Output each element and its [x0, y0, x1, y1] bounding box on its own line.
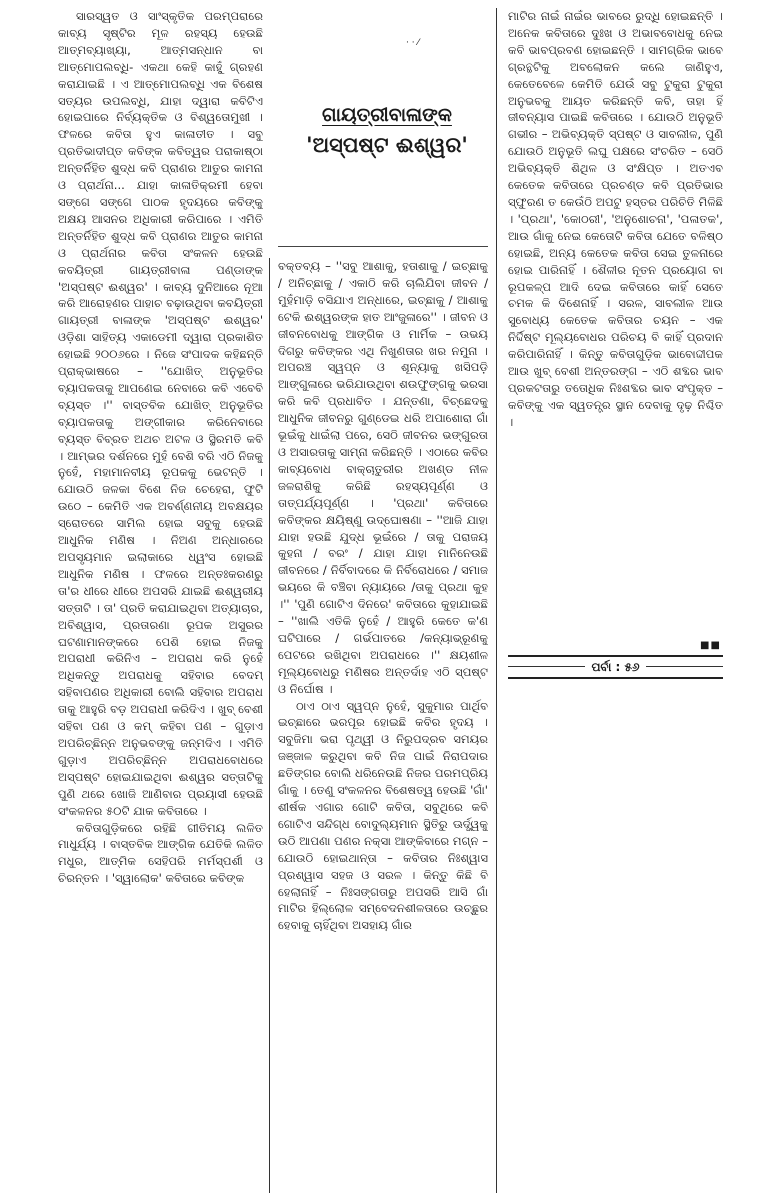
- paragraph: କବିତାଗୁଡ଼ିକରେ ରହିଛି ଗୀତିମୟ ଲଳିତ ମାଧୁର୍ଯ୍ୟ । ବାସ୍ତବିକ ଆଙ୍ଗିକ ଯେତିକି ଲଳିତ ମଧୁର, ଆତ୍ମିକ ସେହିପରି ମର୍ମସ୍ପର୍ଶୀ ଓ ଚିରନ୍ତନ । 'ସ୍ୱାଲୋକ' କବିତାରେ କବିଙ୍କ: [58, 820, 263, 886]
- headline-line-1: ଗାୟତ୍ରୀବାଳାଙ୍କ: [322, 104, 452, 126]
- headline-rule-top: [278, 246, 488, 247]
- body-column-3: [508, 8, 723, 648]
- paragraph: ମାଟିର ନାଇଁ ନାଇଁର ଭାବରେ ରୁଦ୍ଧି ହୋଇଛନ୍ତି । ଅନେକ କବିତାରେ ଦୁଃଖ ଓ ଅଭାବବୋଧକୁ ନେଇ କବି ଭାବପ୍ରବଣ ହୋଇଛନ୍ତି । ସାମଗ୍ରିକ ଭାବେ ଗ୍ରନ୍ଥଟିକୁ ଅବଲୋକନ କଲେ ଜାଣିହୁଏ, କେତେବେଳେ କେମିତି ଯେଉଁ ସବୁ ଟୁକୁରା ଟୁକୁରା ଅନୁଭବକୁ ଆୟତ କରିଛନ୍ତି କବି, ତାହା ହିଁ ଜୀବନ୍ୟାସ ପାଇଛି କବିତାରେ । ଯୋଉଠି ଅନୁଭୂତି ଗଭୀର – ଅଭିବ୍ୟକ୍ତି ସ୍ପଷ୍ଟ ଓ ସାବଲୀଳ, ପୁଣି ଯୋଉଠି ଅନୁଭୂତି ଲଘୁ ପକ୍ଷରେ ସଂଚରିତ – ସେଠି ଅଭିବ୍ୟକ୍ତି ଶିଥିଳ ଓ ସଂକ୍ଷିପ୍ତ । ଅତଏବ କେତେକ କବିତାରେ ପ୍ରଚଣ୍ଡ କବି ପ୍ରତିଭାର ସ୍ଫୁରଣ ତ କେଉଁଠି ଅପଟୁ ହସ୍ତର ପରିଚିତି ମିଳିଛି । 'ପ୍ରଥା', 'କୋଠରୀ', 'ଅନୁଶୋଚନା', 'ପଳାତକ', ଆଉ ଗାଁକୁ ନେଇ କେତୋଟି କବିତା ଯେତେ ବଳିଷ୍ଠ ହୋଇଛି, ଅନ୍ୟ କେତେକ କବିତା ସେଇ ତୁଳନାରେ ହୋଇ ପାରିନାହିଁ । ଶୈଳୀର ନୂତନ ପ୍ରୟୋଗ ବା ରୂପକଳ୍ପ ଆଦି ଦେଇ କବିତାରେ କାହିଁ ସେତେ ଚମକ କି ଦିଶେନାହିଁ । ସରଳ, ସାବଲୀଳ ଆଉ ସୁବୋଧ୍ୟ କେତେକ କବିତାର ଚୟନ – ଏକ ନିର୍ଦ୍ଦିଷ୍ଟ ମୂଲ୍ୟବୋଧର ପରିଚୟ ବି କାହିଁ ପ୍ରଦାନ କରିପାରିନାହିଁ । କିନ୍ତୁ କବିତାଗୁଡ଼ିକ ଭାବୋଦ୍ଦୀପକ ଆଉ ଖୁବ୍ ବେଶୀ ଅନ୍ତରଙ୍ଗ – ଏଠି ଶବ୍ଦର ଭାବ ପ୍ରକଟତାରୁ ତତୋଧିକ ନିଃଶବ୍ଦର ଭାବ ସଂପୃକ୍ତ – କବିଙ୍କୁ ଏକ ସ୍ୱତନ୍ତ୍ର ସ୍ଥାନ ଦେବାକୁ ଦୃଢ଼ ନିଶ୍ଚିତ ।: [508, 9, 723, 429]
- column-divider-left: [269, 258, 270, 1193]
- body-column-1: [58, 8, 263, 1193]
- page-number: ପର୍ବା : ୫୬: [585, 660, 645, 674]
- body-column-2: [278, 258, 488, 1193]
- headline: [292, 100, 482, 160]
- end-mark: ■■: [700, 640, 721, 651]
- paragraph: ଠାଏ ଠାଏ ସ୍ୱପ୍ନ ନୁହେଁ, ସୁକୁମାର ପାର୍ଥିବ ଇଚ୍ଛାରେ ଭରପୂର ହୋଇଛି କବିର ହୃଦୟ । ସବୁଜିମା ଭରା ପୃଥ୍ୱୀ ଓ ନିରୁପଦ୍ରବ ସମୟର ଜଞ୍ଜାଳ କରୁଥିବା କବି ନିଜ ପାଇଁ ନିରାପଦାର ଛତିଙ୍ଗର ବୋଲି ଧରିନେଉଛି ନିଜର ପରମପ୍ରିୟ ଗାଁକୁ । ତେଣୁ ସଂକଳନର ବିଶେଷତ୍ୱ ହେଉଛି 'ଗାଁ' ଶୀର୍ଷକ ଏଗାର ଗୋଟି କବିତା, ସବୁଥିରେ କବି ଗୋଟିଏ ସନ୍ଦିଗ୍ଧ ବୋଦୁଲ୍ୟମାନ ସ୍ଥିତିରୁ ଊର୍ଦ୍ଧ୍ୱକୁ ଉଠି ଆପଣା ପଣର ନକ୍ସା ଆଙ୍କିବାରେ ମଗ୍ନ – ଯୋଉଠି ହୋଇଥାନ୍ତା – କବିତାର ନିଃଶ୍ୱାସ ପ୍ରଶ୍ୱାସ ସହଜ ଓ ସରଳ । କିନ୍ତୁ କିଛି ବି ହେଲାନାହିଁ – ନିଃସଙ୍ଗତାରୁ ଅପସରି ଆସି ଗାଁ ମାଟିର ହିଲ୍ଲୋଳ ସମ୍ବେଦନଶୀଳତାରେ ଉଚ୍ଛୁର ହେବାକୁ ଚାହିଁଥିବା ଅସହାୟ ଗାଁର: [278, 698, 488, 933]
- column-divider-right: [496, 8, 497, 1193]
- page-folio: [508, 655, 723, 679]
- headline-line-2: 'ଅସ୍ପଷ୍ଟ ଈଶ୍ୱର': [306, 133, 468, 157]
- paragraph: ସାରସ୍ୱତ ଓ ସାଂସ୍କୃତିକ ପରମ୍ପରାରେ କାବ୍ୟ ସୃଷ୍ଟିର ମୂଳ ରହସ୍ୟ ହେଉଛି ଆତ୍ମବ୍ୟାଖ୍ୟା, ଆତ୍ମସନ୍ଧାନ ବା ଆତ୍ମୋପଲବ୍ଧି- ଏକଥା କେହି କାହୁଁ ଗ୍ରହଣ କରାଯାଇଛି । ଏ ଆତ୍ମୋପଲବ୍ଧି ଏକ ବିଶେଷ ସତ୍ୟର ଉପଲବ୍ଧି, ଯାହା ଦ୍ୱାରା କବିଟିଏ ହୋଇପାରେ ନିର୍ବ୍ୟକ୍ତିକ ଓ ବିଶ୍ୱତୋମୁଖୀ । ଫଳରେ କବିତା ହୁଏ କାଳାତୀତ । ସବୁ ପ୍ରତିଭାଦୀପ୍ତ କବିଙ୍କ କବିତ୍ୱର ପରାକାଷ୍ଠା ଅନ୍ତର୍ନିହିତ ଶୁଦ୍ଧ କବି ପ୍ରାଣର ଆତୁର କାମନା ଓ ପ୍ରାର୍ଥନା... ଯାହା କାଳାତିକ୍ରମୀ ହେବା ସଙ୍ଗେ ସଙ୍ଗେ ପାଠକ ହୃଦୟରେ କବିଙ୍କୁ ଅକ୍ଷୟ ଆସନର ଅଧିକାରୀ କରିପାରେ । ଏମିତି ଅନ୍ତର୍ନିହିତ ଶୁଦ୍ଧ କବି ପ୍ରାଣର ଆତୁର କାମନା ଓ ପ୍ରାର୍ଥନାର କବିତା ସଂକଳନ ହେଉଛି କବୟିତ୍ରୀ ଗାୟତ୍ରୀବାଳା ପଣ୍ଡାଙ୍କ 'ଅସ୍ପଷ୍ଟ ଈଶ୍ୱର' । କାବ୍ୟ ଦୁନିଆରେ ନୂଆ କରି ଆରୋହଣର ପାହାଚ ବଢ଼ାଉଥିବା କବୟିତ୍ରୀ ଗାୟତ୍ରୀ ବାଳାଙ୍କ 'ଅସ୍ପଷ୍ଟ ଈଶ୍ୱର' ଓଡ଼ିଶା ସାହିତ୍ୟ ଏକାଡେମୀ ଦ୍ୱାରା ପ୍ରକାଶିତ ହୋଇଛି ୨୦୦୬ରେ । ନିଜେ ସଂପାଦକ କହିଛନ୍ତି ପ୍ରାକ୍‌ଭାଷରେ – ''ଯୋଖିତ୍ ଅନୁଭୂତିର ବ୍ୟାପକତାକୁ ଆପଣେଇ ନେବାରେ କବି ଏବେବି ବ୍ୟସ୍ତ ।'' ବାସ୍ତବିକ ଯୋଖିତ୍ ଅନୁଭୂତିର ବ୍ୟାପକତାକୁ ଅଙ୍ଗୀକାର କରିନେବାରେ ବ୍ୟସ୍ତ ବିବ୍ରତ ଅଥଚ ଅଟଳ ଓ ସ୍ଥିରମତି କବି । ଆମ୍ଭର ଦର୍ଶନରେ ମୁହଁ ବେଶି ବରି ଏଠି ନିଜକୁ ନୁହେଁ, ମହାମାନବୀୟ ରୂପକକୁ ଭେଟନ୍ତି । ଯୋଉଠି ଜଳକା ବିଶେ ନିଜ ଚେହେରା, ଫୁଟି ଉଠେ – କେମିତି ଏକ ଅବର୍ଣ୍ଣନୀୟ ଅବକ୍ଷୟର ସ୍ରୋତରେ ସାମିଲ ହୋଇ ସବୁକୁ ହେଉଛି ଆଧୁନିକ ମଣିଷ । ନିଅଣ ଅନ୍ଧାରରେ ଅପସୃୟମାନ ଇଲାକାରେ ଧ୍ୱଂସ ହୋଇଛି ଆଧୁନିକ ମଣିଷ । ଫଳରେ ଅନ୍ତଃକରଣରୁ ତା'ର ଧୀରେ ଧୀରେ ଅପସରି ଯାଇଛି ଈଶ୍ୱରୀୟ ସତ୍ତାଟି । ତା' ପ୍ରତି କରାଯାଇଥିବା ଅତ୍ୟାଚାର, ଅବିଶ୍ୱାସ, ପ୍ରତାରଣା ରୂପକ ଅସୁରର ଘଟଣାମାନଙ୍କରେ ପେଶି ହୋଇ ନିଜକୁ ଅପରାଧୀ କରିନିଏ – ଅପରାଧ କରି ନୁହେଁ ଅଧିକନ୍ତୁ ଅପରାଧକୁ ସହିବାର ବେଦମ୍ ସହିବାପଣର ଅଧିକାରୀ ବୋଲି ସହିବାର ଅପରାଧ ତାକୁ ଆହୁରି ବଡ଼ ଅପରାଧୀ କରିଦିଏ । ଖୁବ୍ ବେଶୀ ସହିବା ପଣ ଓ କମ୍ କହିବା ପଣ – ଗୁଡ଼ାଏ ଅପରିଚ୍ଛିନ୍ନ ଅନୁଭବଙ୍କୁ ଜନ୍ମଦିଏ । ଏମିତି ଗୁଡ଼ାଏ ଅପରିଚ୍ଛିନ୍ନ ଅପରାଧବୋଧରେ ଅସ୍ପଷ୍ଟ ହୋଇଯାଇଥିବା ଈଶ୍ୱର ସତ୍ତାଟିକୁ ପୁଣି ଥରେ ଖୋଜି ଆଣିବାର ପ୍ରୟାସୀ ହେଉଛି ସଂକଳନର ୫୦ଟି ଯାକ କବିତାରେ ।: [58, 9, 263, 818]
- paragraph: ବକ୍ତବ୍ୟ – ''ସବୁ ଆଶାକୁ, ହତାଶାକୁ / ଇଚ୍ଛାକୁ / ଅନିଚ୍ଛାକୁ / ଏକାଠି କରି ଚାଲିଯିବା ଜୀବନ / ମୁହଁମାଡ଼ି ବସିଯାଏ ଅନ୍ଧାରେ, ଇଚ୍ଛାକୁ / ଆଶାକୁ ଟେକି ଈଶ୍ୱରଙ୍କ ହାତ ଆଂଜୁଳାରେ'' । ଜୀବନ ଓ ଜୀବନବୋଧକୁ ଆଙ୍ଗିକ ଓ ମାର୍ମିକ – ଉଭୟ ଦିଗରୁ କବିଙ୍କର ଏଥି ନିଖୁଣତାର ଖର ନମୁନା । ଅପରଞ୍ଚ ସ୍ୱପ୍ନ ଓ ଶୂନ୍ୟାକୁ ଖସିପଡ଼ି ଆଙ୍ଗୁଳାରେ ଭରିଯାଉଥିବା ଶଉଫୁଙ୍ଗକୁ ଭରସା କରି କବି ପ୍ରଧାବିତ । ଯନ୍ତଣା, ବିଚ୍ଛେଦକୁ ଆଧୁନିକ ଜୀବନରୁ ଗୁଣ୍ଡେଇ ଧରି ଅପାଶୋରା ଗାଁ ଭୂଇଁକୁ ଧାଇଁଲା ପରେ, ସେଠି ଜୀବନର ଭଙ୍ଗୁରତା ଓ ଅସାରତାକୁ ସାମ୍ନା କରିଛନ୍ତି । ଏଠାରେ କବିର କାବ୍ୟବୋଧ ବାକ୍‌ଚାତୁରୀର ଅଖଣ୍ଡ ନୀଳ ଜଳରାଶିକୁ କରିଛି ରହସ୍ୟପୂର୍ଣ୍ଣ ଓ ତାତ୍ପର୍ଯ୍ୟପୂର୍ଣ୍ଣ । 'ପ୍ରଥା' କବିତାରେ କବିଙ୍କର କ୍ଷୟିଷ୍ଣୁ ଉଦ୍‌ଘୋଷଣା – ''ଆଜି ଯାହା ଯାହା ହଉଛି ଯୁଦ୍ଧ ଭୂଇଁରେ / ତାକୁ ପରାଜୟ କୁହନା / ବରଂ / ଯାହା ଯାହା ମାନିନେଉଛି ଜୀବନରେ / ନିର୍ବିବାଦରେ କି ନିର୍ବିରୋଧରେ / ସମାଜ ଭୟରେ କି ବଞ୍ଚିବା ନ୍ୟାୟରେ /ତାକୁ ପ୍ରଥା କୁହ ।'' 'ପୁଣି ଗୋଟିଏ ଦିନରେ' କବିତାରେ କୁହାଯାଇଛି – ''ଖାଲି ଏତିକି ନୁହେଁ / ଆହୁରି କେତେ କ'ଣ ଘଟିପାରେ / ଗର୍ଭପାତରେ /କନ୍ୟାଭ୍ରୂଣକୁ ପେଟରେ ରଖିଥିବା ଅପରାଧରେ ।'' କ୍ଷୟଶୀଳ ମୂଲ୍ୟବୋଧରୁ ମଣିଷର ଅନ୍ତର୍ଦାହ ଏଠି ସ୍ପଷ୍ଟ ଓ ନିର୍ଘୋଷ ।: [278, 259, 488, 696]
- ornament-dots: ⋅ ⋅ ⁄: [406, 38, 419, 48]
